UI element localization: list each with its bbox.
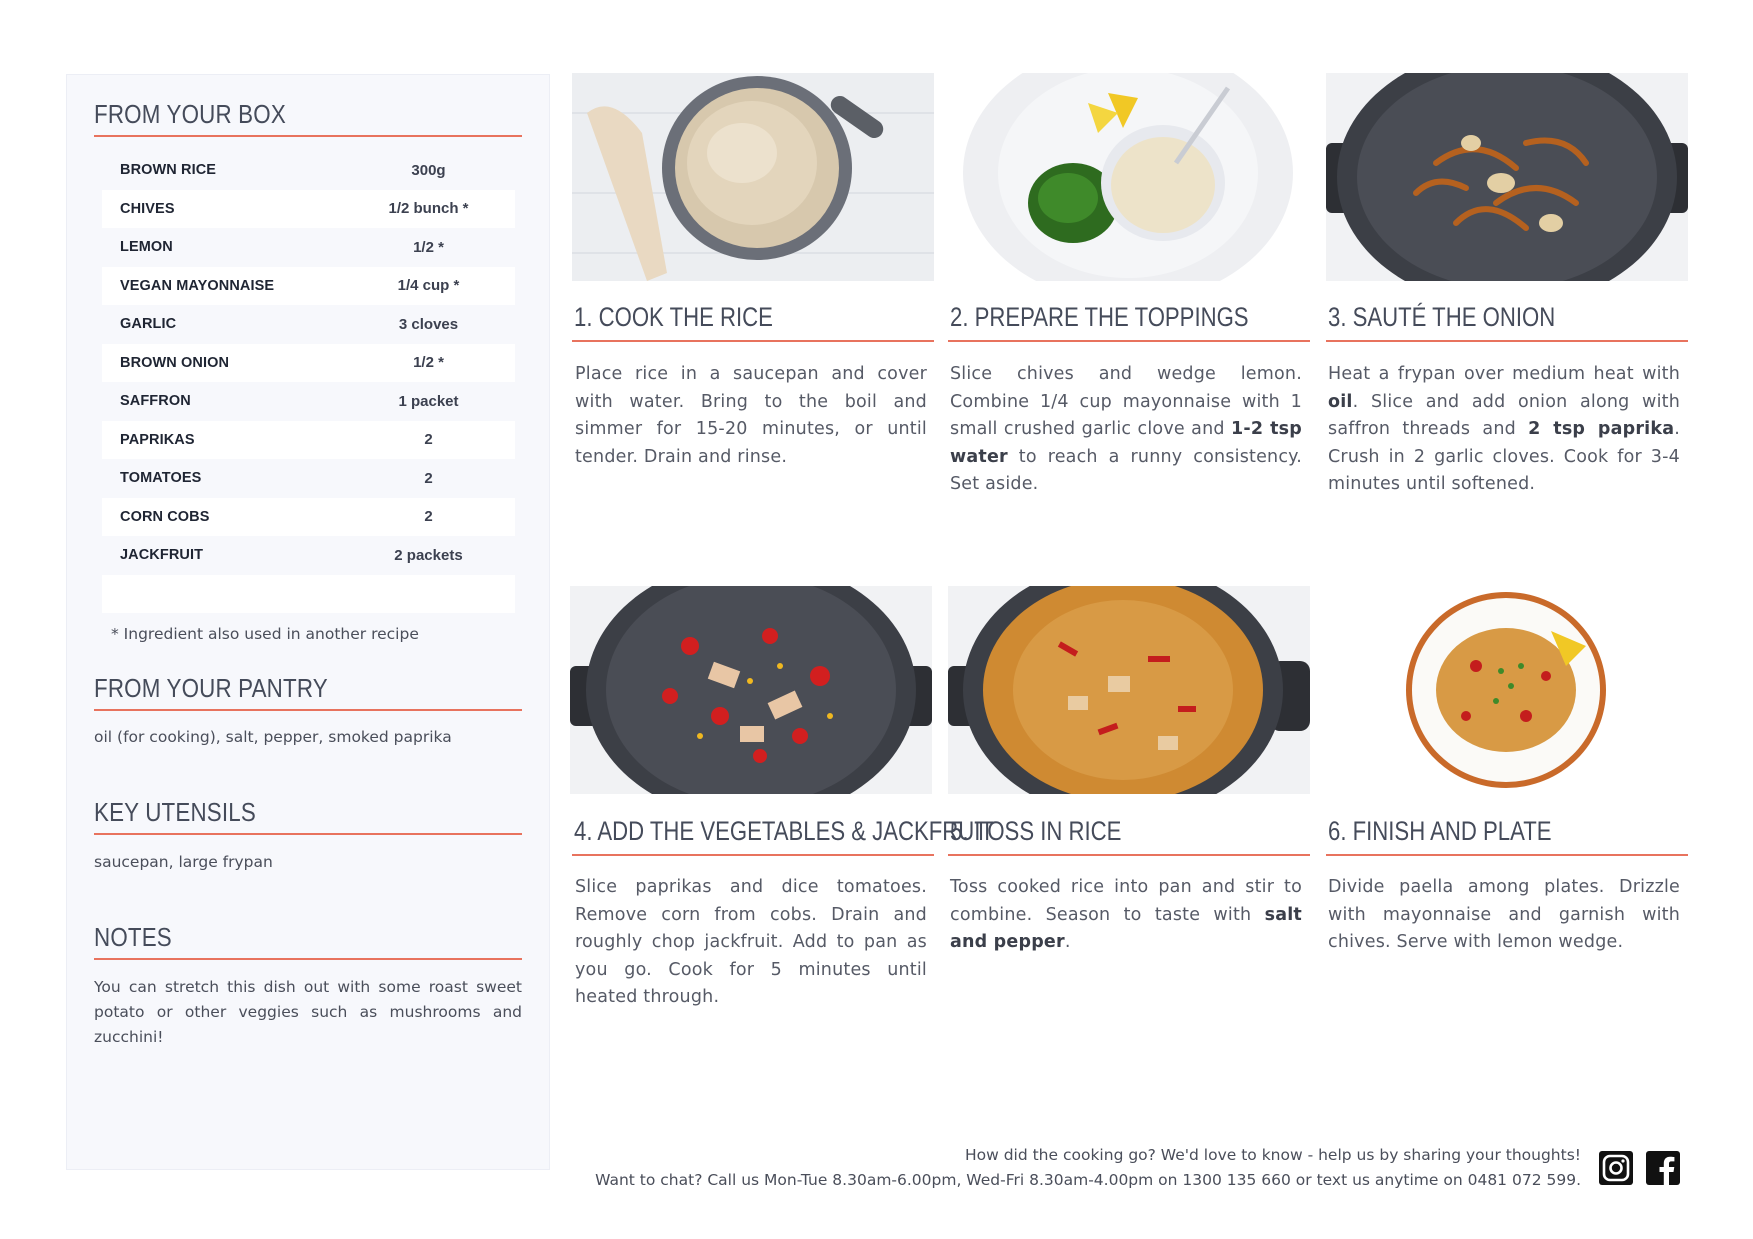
ingredient-qty: 2 packets [394, 546, 463, 564]
feedback-text: How did the cooking go? We'd love to know - help us by sharing your thoughts! [964, 1146, 1581, 1164]
text-run: Place rice in a saucepan and cover with water. Bring to the boil and simmer for 15-20 minutes, or until tender. Drain and rinse. [575, 364, 927, 467]
step-5-text [950, 874, 1302, 957]
step-5-title: 5. TOSS IN RICE [950, 816, 1122, 846]
section-rule [94, 709, 522, 711]
step-2-image [948, 73, 1310, 281]
step-1-text [575, 361, 927, 471]
step-3-image [1326, 73, 1688, 281]
ingredient-qty: 1 packet [398, 392, 459, 410]
section-rule [94, 135, 522, 137]
step-rule [1326, 340, 1688, 342]
ingredient-qty: 2 [424, 431, 433, 449]
ingredient-row [102, 536, 515, 575]
pantry-text: oil (for cooking), salt, pepper, smoked paprika [94, 728, 452, 746]
ingredient-row [102, 228, 515, 267]
section-rule [94, 833, 522, 835]
step-2-text [950, 361, 1302, 499]
bold-text: oil [1328, 391, 1353, 412]
section-rule [94, 958, 522, 960]
ingredient-row [102, 421, 515, 460]
text-run: . Crush in 2 garlic cloves. Cook for 3-4 minutes until softened. [1328, 419, 1680, 494]
text-run: . Slice and add onion along with saffron threads and [1328, 391, 1680, 439]
step-4-title: 4. ADD THE VEGETABLES & JACKFRUIT [574, 816, 994, 846]
ingredient-name: SAFFRON [120, 393, 191, 410]
ingredients-table [102, 151, 515, 613]
instagram-icon[interactable] [1598, 1150, 1634, 1186]
ingredient-qty: 1/4 cup * [397, 277, 460, 295]
step-5-image [948, 586, 1310, 794]
ingredient-footnote: * Ingredient also used in another recipe [111, 625, 419, 643]
ingredient-name: JACKFRUIT [120, 547, 204, 564]
step-rule [572, 340, 934, 342]
ingredient-name: GARLIC [120, 316, 177, 333]
ingredient-qty: 3 cloves [398, 315, 459, 333]
utensils-text: saucepan, large frypan [94, 853, 273, 871]
step-1-image [572, 73, 934, 281]
step-1-title: 1. COOK THE RICE [574, 302, 773, 332]
contact-text: Want to chat? Call us Mon-Tue 8.30am-6.00pm, Wed-Fri 8.30am-4.00pm on 1300 135 660 or text us anytime on 0481 072 599. [595, 1171, 1581, 1189]
text-run: . [1064, 932, 1071, 952]
ingredient-name: BROWN RICE [120, 162, 217, 179]
ingredient-name: VEGAN MAYONNAISE [120, 277, 275, 294]
ingredient-name: CORN COBS [120, 508, 210, 525]
text-run: Slice chives and wedge lemon. Combine 1/4 cup mayonnaise with 1 small crushed garlic clove and [950, 364, 1302, 439]
ingredient-row [102, 267, 515, 306]
ingredient-qty: 1/2 * [413, 354, 444, 372]
ingredients-panel [66, 74, 550, 1170]
ingredient-row [102, 498, 515, 537]
text-run: Divide paella among plates. Drizzle with mayonnaise and garnish with chives. Serve with lemon wedge. [1328, 877, 1680, 952]
step-4-text [575, 874, 927, 1012]
ingredient-row [102, 151, 515, 190]
step-rule [572, 854, 934, 856]
ingredient-name: LEMON [120, 239, 173, 256]
ingredient-row [102, 190, 515, 229]
step-rule [948, 854, 1310, 856]
ingredient-qty: 1/2 bunch * [388, 200, 469, 218]
from-your-pantry-title: FROM YOUR PANTRY [94, 673, 328, 703]
ingredient-row [102, 382, 515, 421]
bold-text: 2 tsp paprika [1528, 419, 1675, 439]
key-utensils-title: KEY UTENSILS [94, 797, 256, 827]
ingredient-name: CHIVES [120, 200, 175, 217]
facebook-icon[interactable] [1645, 1150, 1681, 1186]
ingredient-row [102, 305, 515, 344]
ingredient-name: TOMATOES [120, 470, 202, 487]
step-6-text [1328, 874, 1680, 957]
ingredient-qty: 300g [411, 161, 446, 179]
text-run: Slice paprikas and dice tomatoes. Remove corn from cobs. Drain and roughly chop jackfruit. Add to pan as you go. Cook for 5 minutes until heated through. [575, 877, 927, 1007]
bold-text: salt and pepper [950, 904, 1302, 952]
text-run: Heat a frypan over medium heat with [1328, 364, 1680, 384]
step-4-image [570, 586, 932, 794]
step-2-title: 2. PREPARE THE TOPPINGS [950, 302, 1249, 332]
step-6-title: 6. FINISH AND PLATE [1328, 816, 1552, 846]
bold-text: 1-2 tsp water [950, 419, 1302, 467]
from-your-box-title: FROM YOUR BOX [94, 99, 286, 129]
text-run: Toss cooked rice into pan and stir to combine. Season to taste with [950, 877, 1302, 925]
ingredient-qty: 2 [424, 469, 433, 487]
notes-title: NOTES [94, 922, 172, 952]
step-3-text [1328, 361, 1680, 499]
text-run: to reach a runny consistency. Set aside. [950, 446, 1302, 494]
ingredient-name: PAPRIKAS [120, 431, 195, 448]
ingredient-qty: 1/2 * [413, 238, 444, 256]
step-6-image [1326, 586, 1688, 794]
ingredient-row [102, 344, 515, 383]
ingredient-qty: 2 [424, 508, 433, 526]
ingredient-row-empty [102, 575, 515, 613]
step-3-title: 3. SAUTÉ THE ONION [1328, 302, 1556, 332]
step-rule [948, 340, 1310, 342]
ingredient-row [102, 459, 515, 498]
step-rule [1326, 854, 1688, 856]
notes-text: You can stretch this dish out with some roast sweet potato or other veggies such as mushrooms and zucchini! [94, 978, 522, 1046]
ingredient-name: BROWN ONION [120, 354, 230, 371]
